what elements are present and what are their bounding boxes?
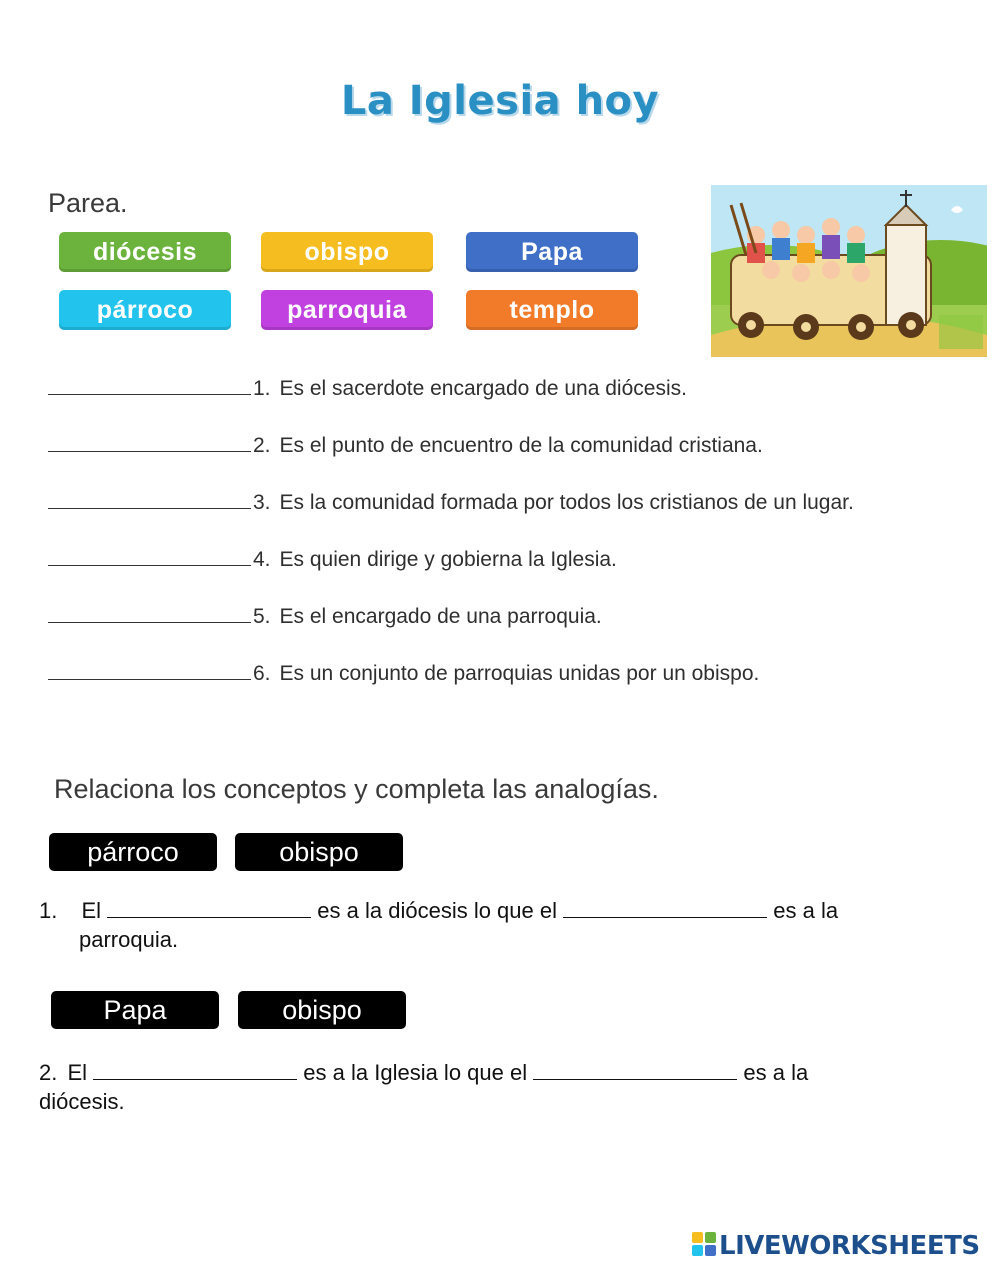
page-title: La Iglesia hoy [340,78,660,124]
chip-parroco[interactable]: párroco [59,290,231,330]
chip-parroquia[interactable]: parroquia [261,290,433,330]
analogy-text: El [67,1060,88,1085]
analogy-text: es a la [743,1060,809,1085]
item-text: Es el sacerdote encargado de una diócesis. [279,377,687,400]
match-item-4 [48,545,617,572]
chip-papa[interactable]: Papa [466,232,638,272]
chip-obispo[interactable]: obispo [261,232,433,272]
analogy-text: es a la diócesis lo que el [317,898,557,923]
answer-blank-1[interactable] [48,374,251,395]
analogy-text: es a la [773,898,839,923]
analogy-text: El [81,898,102,923]
item-text: Es el encargado de una parroquia. [279,605,602,628]
analogy1-blank-2[interactable] [563,897,767,918]
match-item-2 [48,431,763,458]
analogy-number: 2. [39,1060,58,1085]
item-text: Es la comunidad formada por todos los cristianos de un lugar. [279,491,854,514]
analogy2-chip-papa[interactable]: Papa [51,991,219,1029]
instruction-analogies: Relaciona los conceptos y completa las analogías. [54,774,659,804]
match-item-3 [48,488,854,515]
item-number: 5. [253,605,271,628]
analogy-2-continuation: diócesis. [39,1089,125,1114]
answer-blank-5[interactable] [48,602,251,623]
item-number: 3. [253,491,271,514]
item-number: 6. [253,662,271,685]
answer-blank-6[interactable] [48,659,251,680]
answer-blank-2[interactable] [48,431,251,452]
liveworksheets-logo [692,1231,980,1261]
item-text: Es el punto de encuentro de la comunidad cristiana. [279,434,763,457]
chip-diocesis[interactable]: diócesis [59,232,231,272]
analogy1-blank-1[interactable] [107,897,311,918]
analogy2-blank-1[interactable] [93,1059,297,1080]
analogy-1-continuation: parroquia. [79,927,179,952]
logo-text: LIVEWORKSHEETS [719,1231,980,1261]
analogy-1-line [39,897,838,924]
item-number: 1. [253,377,271,400]
analogy1-chip-parroco[interactable]: párroco [49,833,217,871]
analogy1-chip-obispo[interactable]: obispo [235,833,403,871]
chip-templo[interactable]: templo [466,290,638,330]
item-number: 4. [253,548,271,571]
answer-blank-4[interactable] [48,545,251,566]
instruction-match: Parea. [48,188,128,218]
analogy2-blank-2[interactable] [533,1059,737,1080]
analogy-2-line [39,1059,808,1086]
answer-blank-3[interactable] [48,488,251,509]
analogy-text: es a la Iglesia lo que el [303,1060,528,1085]
match-item-5 [48,602,602,629]
match-item-1 [48,374,687,401]
analogy-number: 1. [39,898,58,923]
match-item-6 [48,659,759,686]
church-bus-illustration [711,185,987,357]
item-text: Es quien dirige y gobierna la Iglesia. [279,548,617,571]
item-text: Es un conjunto de parroquias unidas por un obispo. [279,662,760,685]
liveworksheets-logo-icon [692,1232,716,1261]
item-number: 2. [253,434,271,457]
analogy2-chip-obispo[interactable]: obispo [238,991,406,1029]
